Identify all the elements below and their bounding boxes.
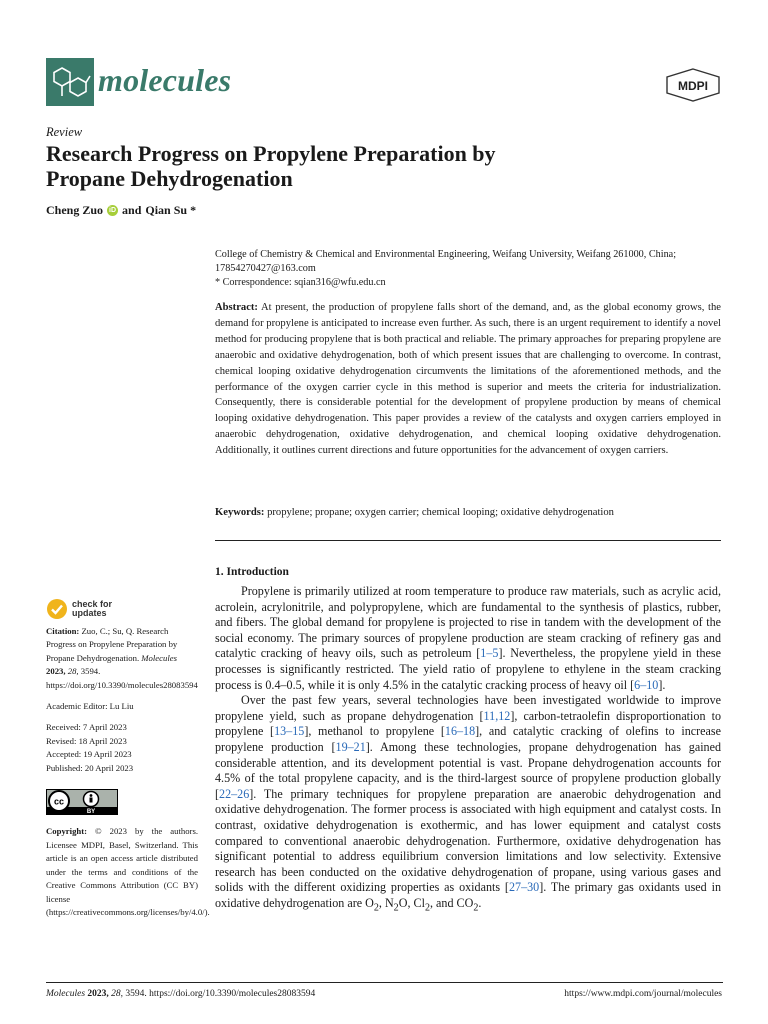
check-for-updates-button[interactable] [46, 598, 112, 620]
footer-doi[interactable]: 3594. https://doi.org/10.3390/molecules28083594 [125, 989, 316, 999]
check-updates-label: updates [72, 608, 107, 618]
keywords-label: Keywords: [215, 507, 265, 518]
citation-label: Citation: [46, 626, 80, 636]
copyright-text: © 2023 by the authors. Licensee MDPI, Basel, Switzerland. This article is an open access article distributed under the terms and conditions of the Creative Commons Attribution (CC BY) license (https://creativecommons.org/licenses/by/4.0/). [46, 826, 210, 917]
abstract-text: At present, the production of propylene falls short of the demand, and, as the global economy grows, the demand for propylene is anticipated to increase even further. As such, there is an urgent requirement to identify a novel method for producing propylene that is both practical and reliable. The primary approaches for preparing propylene are anaerobic and oxidative dehydrogenation, both of which present issues that are challenging to overcome. In contrast, chemical looping oxidative dehydrogenation circumvents the limitations of the aforementioned methods, and the performance of the oxygen carrier cycle in this method is superior and meets the criteria for industrialization. Consequently, there is considerable potential for the development of propylene production by means of chemical looping oxidative dehydrogenation. This paper provides a review of the catalysts and oxygen carriers employed in anaerobic dehydrogenation, oxidative dehydrogenation, and chemical looping oxidative dehydrogenation. Additionally, it outlines current directions and future opportunities for the advancement of oxygen carriers. [215, 302, 721, 457]
subscript: 2 [373, 902, 379, 914]
footer-journal: Molecules [46, 989, 86, 999]
footer-citation [46, 989, 315, 999]
dates-block [46, 721, 198, 775]
paragraph-text: ], methanol to propylene [ [304, 724, 445, 739]
revised-date: Revised: 18 April 2023 [46, 735, 127, 746]
publisher-label: MDPI [678, 79, 708, 93]
footer-volume: 28, [111, 989, 124, 999]
paragraph-text: Propylene is primarily utilized at room temperature to produce raw materials, such as acrylic acid, acrolein, acrylonitrile, and polypropylene, which are fundamental to the synthesis of plastics, rubber, and fibers. The global demand for propylene is projected to rise in tandem with the development of the social economy. The primary sources of propylene production are steam cracking of refinery gas and catalytic cracking of heavy oils, such as petroleum [ [215, 584, 721, 661]
academic-editor: Academic Editor: Lu Liu [46, 701, 134, 712]
keywords [215, 505, 721, 521]
paragraph [215, 584, 721, 693]
check-updates-icon [46, 598, 68, 620]
subscript: 2 [473, 902, 479, 914]
paragraph-text: . [478, 895, 482, 910]
author-list [46, 203, 196, 218]
paragraph-text: O, Cl [398, 895, 425, 910]
citation-block [46, 625, 198, 692]
mdpi-logo-icon[interactable] [665, 68, 721, 102]
citation-link[interactable]: 11,12 [483, 708, 511, 723]
citation-year: 2023, [46, 666, 66, 677]
article-type: Review [46, 125, 83, 139]
subscript: 2 [393, 902, 399, 914]
author-name: Cheng Zuo [46, 203, 104, 217]
copyright-notice [46, 825, 210, 919]
citation-link[interactable]: 1–5 [480, 646, 499, 661]
citation-link[interactable]: 27–30 [508, 880, 540, 895]
journal-name[interactable]: molecules [98, 62, 232, 98]
title-line-2: Propane Dehydrogenation [46, 166, 293, 191]
section-divider [215, 540, 721, 541]
paragraph-text: ]. Nevertheless, the propylene yield in these processes is significantly restricted. The yield ratio of propylene to ethylene in the steam cracking process is 0.4–0.5, while it is only 4.5% in the catalytic cracking process of heavy oil [ [215, 646, 721, 692]
citation-link[interactable]: 16–18 [444, 724, 476, 739]
footer-divider [46, 982, 723, 983]
abstract-label: Abstract: [215, 302, 258, 313]
footer-journal-url[interactable]: https://www.mdpi.com/journal/molecules [564, 989, 722, 999]
citation-doi[interactable]: 3594. https://doi.org/10.3390/molecules28083594 [46, 666, 198, 690]
affiliation-line: College of Chemistry & Chemical and Environmental Engineering, Weifang University, Weifang 261000, China; [215, 249, 677, 260]
received-date: Received: 7 April 2023 [46, 722, 127, 733]
keywords-text: propylene; propane; oxygen carrier; chemical looping; oxidative dehydrogenation [267, 507, 614, 518]
citation-volume: 28, [67, 666, 79, 677]
check-updates-label: check for [72, 598, 113, 609]
cc-by-license-icon[interactable] [46, 789, 118, 815]
journal-logo-icon [46, 58, 94, 106]
paragraph-text: Over the past few years, several technologies have been investigated worldwide to improve propylene yield, such as propane dehydrogenation [ [215, 693, 721, 723]
paragraph [215, 693, 721, 916]
introduction-body [215, 584, 721, 916]
section-heading: 1. Introduction [215, 566, 289, 578]
affiliation [215, 248, 723, 290]
paragraph-text: ]. The primary gas oxidants used in oxidative dehydrogenation are O [215, 880, 721, 910]
footer-year: 2023, [87, 989, 109, 999]
published-date: Published: 20 April 2023 [46, 762, 134, 773]
correspondence: * Correspondence: sqian316@wfu.edu.cn [215, 277, 386, 288]
subscript: 2 [424, 902, 430, 914]
citation-text: Zuo, C.; Su, Q. Research Progress on Propylene Preparation by Propane Dehydrogenation. [46, 626, 178, 663]
copyright-label: Copyright: [46, 826, 88, 837]
paragraph-text: ], carbon-tetraolefin disproportionation to propylene [ [215, 708, 721, 739]
paragraph-text: ]. The primary techniques for propylene preparation are anaerobic dehydrogenation and oxidative dehydrogenation. The former process is associated with high equipment and catalyst costs. In contrast, oxidative dehydrogenation is exothermic, and has lower equipment and catalyst costs compared to conventional anaerobic dehydrogenation. Furthermore, oxidative dehydrogenation has significant potential to address equilibrium conversion limitations and low selectivity. Extensive research has been conducted on the oxidative dehydrogenation of propane, using various gases and solids with the different oxidizing properties as oxidants [ [215, 786, 721, 895]
affiliation-email: 17854270427@163.com [215, 263, 316, 274]
citation-link[interactable]: 6–10 [634, 677, 659, 692]
abstract [215, 300, 721, 459]
paragraph-text: , N [378, 895, 394, 910]
paragraph-text: , and CO [429, 895, 474, 910]
author-separator: and [122, 203, 142, 217]
paragraph-text: ]. Among these technologies, propane dehydrogenation has gained considerable attention, and its development potential is vast. Propane dehydrogenation accounts for 4.5% of the total propylene capacity, and is the third-largest source of propylene production globally [ [215, 739, 722, 801]
citation-link[interactable]: 22–26 [219, 786, 250, 801]
svg-text:cc: cc [53, 796, 65, 807]
citation-link[interactable]: 19–21 [335, 739, 366, 754]
article-title [46, 141, 686, 191]
citation-journal: Molecules [141, 652, 177, 663]
cc-by-label: BY [86, 809, 96, 816]
paragraph-text: ], and catalytic cracking of olefins to increase propylene production [ [215, 724, 721, 754]
article-info-sidebar [46, 625, 210, 919]
orcid-icon[interactable]: iD [109, 207, 117, 214]
citation-link[interactable]: 13–15 [274, 724, 305, 739]
paragraph-text: ]. [658, 677, 666, 692]
author-name: Qian Su * [145, 203, 197, 217]
accepted-date: Accepted: 19 April 2023 [46, 749, 132, 760]
title-line-1: Research Progress on Propylene Preparation by [46, 141, 496, 166]
